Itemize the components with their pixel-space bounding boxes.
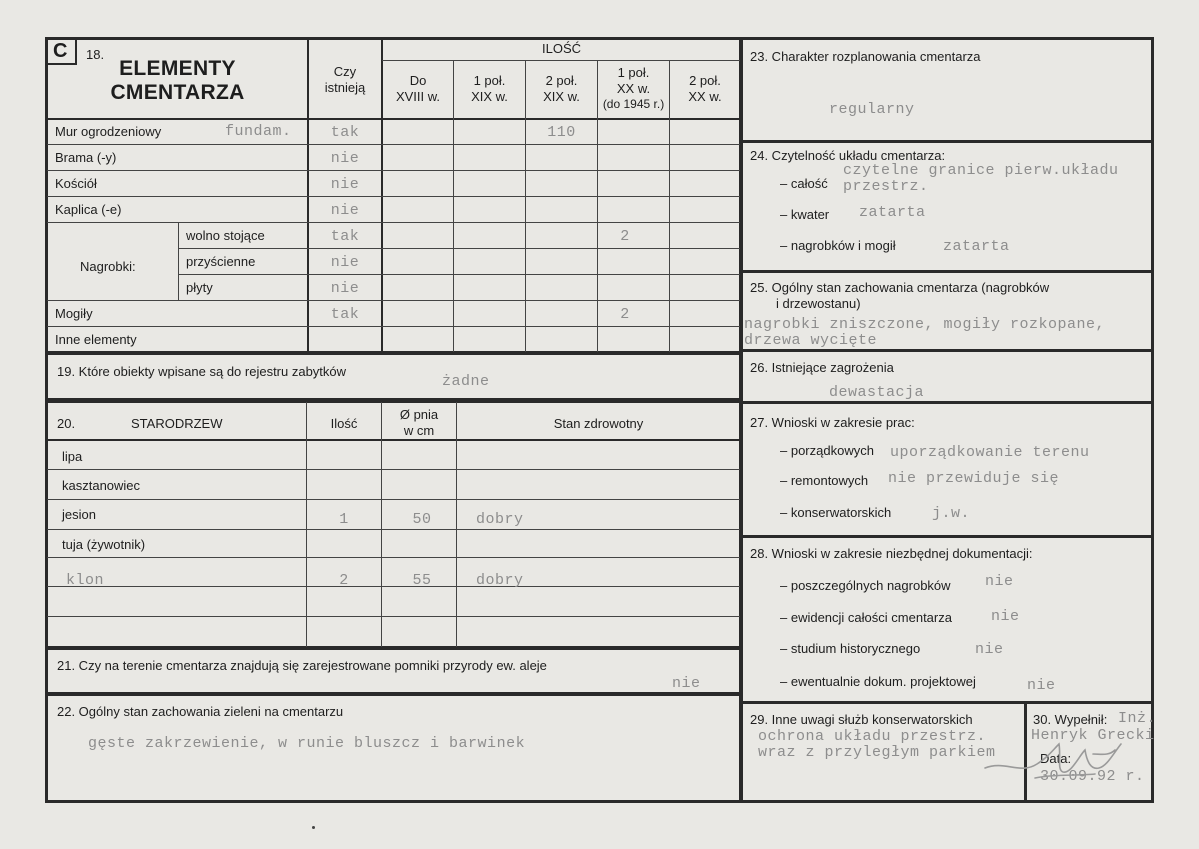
col-exists-header-2: istnieją	[324, 80, 366, 95]
section-27-label: 27. Wnioski w zakresie prac:	[750, 415, 915, 430]
qcol-2-line2: XIX w.	[471, 89, 508, 104]
exists-gate: nie	[330, 150, 360, 167]
section-18-number: 18.	[86, 47, 105, 62]
col-quantity-header: ILOŚĆ	[541, 41, 581, 56]
section-29-label: 29. Inne uwagi służb konserwatorskich	[750, 712, 973, 727]
qcol-2-line1: 1 poł.	[473, 73, 506, 88]
jesion-health: dobry	[476, 511, 524, 528]
section-letter: C	[53, 40, 68, 62]
klon-health: dobry	[476, 572, 524, 589]
section-22-label: 22. Ogólny stan zachowania zieleni na cmentarzu	[57, 704, 344, 719]
section-25-value-2: drzewa wycięte	[744, 332, 878, 349]
filled-by-name: Henryk Grecki	[1031, 727, 1155, 744]
exists-graves: tak	[330, 306, 360, 323]
section-23-label: 23. Charakter rozplanowania cmentarza	[750, 49, 981, 64]
qcol-5-line1: 2 poł.	[689, 73, 721, 88]
s24-whole-value-1: czytelne granice pierw.układu	[843, 162, 1119, 179]
nagrobki-label: Nagrobki:	[80, 259, 136, 274]
s28-records-value: nie	[991, 608, 1020, 625]
col-qty-header: Ilość	[330, 416, 358, 431]
s24-item-tombs: – nagrobków i mogił	[780, 238, 896, 253]
s27-conservation-value: j.w.	[932, 505, 971, 522]
col-exists-header-1: Czy	[333, 64, 357, 79]
s27-cleanup-value: uporządkowanie terenu	[890, 444, 1090, 461]
qcol-4-line3: (do 1945 r.)	[602, 97, 665, 111]
qty-freestanding-1pol-xx: 2	[620, 228, 630, 245]
date-label: Data:	[1040, 751, 1072, 766]
section-24-label: 24. Czytelność układu cmentarza:	[750, 148, 946, 163]
filled-by-title: Inż.	[1118, 710, 1157, 727]
qcol-3-line2: XIX w.	[543, 89, 580, 104]
s27-item-cleanup: – porządkowych	[780, 443, 874, 458]
row-label-gate: Brama (-y)	[55, 150, 117, 165]
jesion-diam: 50	[412, 511, 432, 528]
s24-whole-value-2: przestrz.	[843, 178, 929, 195]
section-22-value: gęste zakrzewienie, w runie bluszcz i barwinek	[88, 735, 526, 752]
tree-lipa: lipa	[62, 449, 83, 464]
exists-wall-mounted: nie	[330, 254, 360, 271]
tree-kasztanowiec: kasztanowiec	[62, 478, 141, 493]
row-label-graves: Mogiły	[55, 306, 93, 321]
exists-wall: tak	[330, 124, 360, 141]
s24-item-whole: – całość	[780, 176, 828, 191]
jesion-qty: 1	[339, 511, 349, 528]
tree-klon: klon	[66, 572, 105, 589]
tree-tuja: tuja (żywotnik)	[62, 537, 146, 552]
row-label-freestanding: wolno stojące	[186, 228, 265, 243]
qty-wall-2pol-xix: 110	[547, 124, 576, 141]
qcol-1-line1: Do	[409, 73, 427, 88]
s28-tombs-value: nie	[985, 573, 1014, 590]
section-26-label: 26. Istniejące zagrożenia	[750, 360, 894, 375]
wall-note: fundam.	[225, 123, 292, 140]
s24-tombs-value: zatarta	[943, 238, 1010, 255]
tree-jesion: jesion	[62, 507, 96, 522]
exists-slabs: nie	[330, 280, 360, 297]
row-label-wall-mounted: przyścienne	[186, 254, 256, 269]
qty-graves-1pol-xx: 2	[620, 306, 630, 323]
section-29-value-1: ochrona układu przestrz.	[758, 728, 987, 745]
s24-item-quarters: – kwater	[780, 207, 830, 222]
section-26-value: dewastacja	[829, 384, 925, 401]
exists-church: nie	[330, 176, 360, 193]
row-label-chapel: Kaplica (-e)	[55, 202, 122, 217]
section-25-label-1: 25. Ogólny stan zachowania cmentarza (nagrobków	[750, 280, 1050, 295]
s24-quarters-value: zatarta	[859, 204, 926, 221]
section-29-value-2: wraz z przyległym parkiem	[758, 744, 996, 761]
section-28-label: 28. Wnioski w zakresie niezbędnej dokumentacji:	[750, 546, 1033, 561]
section-25-label-2: i drzewostanu)	[776, 296, 861, 311]
section-19-label: 19. Które obiekty wpisane są do rejestru zabytków	[57, 364, 347, 379]
s28-item-records: – ewidencji całości cmentarza	[780, 610, 952, 625]
row-label-other: Inne elementy	[55, 332, 137, 347]
section-20-title: STARODRZEW	[131, 416, 223, 431]
col-health-header: Stan zdrowotny	[553, 416, 644, 431]
exists-chapel: nie	[330, 202, 360, 219]
section-19-value: żadne	[442, 373, 490, 390]
signature-image	[975, 730, 1160, 785]
qcol-4-line1: 1 poł.	[617, 65, 650, 80]
s28-item-design: – ewentualnie dokum. projektowej	[780, 674, 976, 689]
qcol-3-line1: 2 poł.	[545, 73, 578, 88]
section-18-title-2: CMENTARZA	[110, 81, 245, 104]
section-20-number: 20.	[57, 416, 76, 431]
section-25-value-1: nagrobki zniszczone, mogiły rozkopane,	[744, 316, 1106, 333]
s27-item-repair: – remontowych	[780, 473, 869, 488]
section-30-label: 30. Wypełnił:	[1033, 712, 1108, 727]
klon-diam: 55	[412, 572, 432, 589]
s27-repair-value: nie przewiduje się	[888, 470, 1060, 487]
ink-dot	[312, 826, 315, 829]
qcol-5-line2: XX w.	[688, 89, 722, 104]
s28-item-history: – studium historycznego	[780, 641, 921, 656]
s28-item-tombs: – poszczególnych nagrobków	[780, 578, 951, 593]
s28-design-value: nie	[1027, 677, 1056, 694]
qcol-1-line2: XVIII w.	[395, 89, 441, 104]
section-21-value: nie	[672, 675, 701, 692]
qcol-4-line2: XX w.	[616, 81, 651, 96]
section-23-value: regularny	[829, 101, 915, 118]
section-18-title-1: ELEMENTY	[119, 57, 236, 80]
col-diam-header-2: w cm	[403, 423, 435, 438]
date-value: 30.09.92 r.	[1040, 768, 1145, 785]
row-label-slabs: płyty	[186, 280, 213, 295]
s28-history-value: nie	[975, 641, 1004, 658]
row-label-wall: Mur ogrodzeniowy	[55, 124, 162, 139]
row-label-church: Kościół	[55, 176, 97, 191]
section-21-label: 21. Czy na terenie cmentarza znajdują się zarejestrowane pomniki przyrody ew. aleje	[57, 658, 547, 673]
klon-qty: 2	[339, 572, 349, 589]
s27-item-conservation: – konserwatorskich	[780, 505, 892, 520]
col-diam-header-1: Ø pnia	[399, 407, 439, 422]
exists-freestanding: tak	[330, 228, 360, 245]
